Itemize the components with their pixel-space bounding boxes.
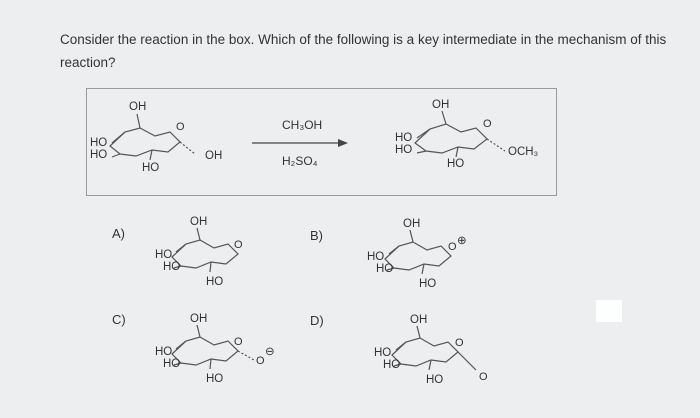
option-d-letter[interactable]: D) — [310, 313, 324, 328]
option-b-charge: ⊕ — [457, 235, 467, 247]
reactant-oh-top: OH — [129, 101, 147, 113]
product-och3-right: OCH₃ — [508, 146, 539, 158]
option-b-ho-bottom: HO — [419, 278, 437, 290]
option-a-oh-top: OH — [190, 216, 208, 228]
product-ho-bottom: HO — [447, 158, 465, 170]
option-b-ho-left2: HO — [376, 263, 394, 275]
option-d-ho-left2: HO — [383, 359, 401, 371]
option-c-ho-left1: HO — [155, 346, 173, 358]
option-c-ho-left2: HO — [163, 358, 181, 370]
option-c-ho-bottom: HO — [206, 373, 224, 385]
product-ho-left2: HO — [395, 144, 413, 156]
option-a-ho-left1: HO — [155, 249, 173, 261]
reactant-ho-left1: HO — [90, 137, 108, 149]
option-b-letter[interactable]: B) — [310, 228, 323, 243]
option-c-charge: ⊖ — [265, 346, 275, 358]
option-a-ho-left2: HO — [163, 261, 181, 273]
screen-glare — [596, 300, 622, 322]
svg-text:O: O — [483, 118, 492, 130]
reactant-oh-right: OH — [205, 150, 223, 162]
option-c-oh-top: OH — [190, 313, 208, 325]
option-b-oh-top: OH — [403, 218, 421, 230]
option-c-letter[interactable]: C) — [112, 312, 126, 327]
svg-text:O: O — [234, 336, 243, 348]
reagent-methanol: CH₃OH — [282, 118, 323, 132]
option-d-ho-left1: HO — [374, 347, 392, 359]
question-text: Consider the reaction in the box. Which of the following is a key intermediate in the mechanism of this reaction? — [60, 32, 667, 70]
svg-text:O: O — [479, 371, 488, 383]
option-a-letter[interactable]: A) — [112, 226, 125, 241]
reagent-sulfuric-acid: H₂SO₄ — [282, 154, 318, 168]
reactant-ho-left2: HO — [90, 149, 108, 161]
svg-text:O: O — [256, 355, 265, 367]
option-a-ho-bottom: HO — [206, 276, 224, 288]
product-oh-top: OH — [432, 99, 450, 111]
reactant-ho-bottom: HO — [142, 162, 160, 174]
svg-text:O: O — [448, 241, 457, 253]
option-d-ho-bottom: HO — [426, 374, 444, 386]
option-b-ho-left1: HO — [367, 251, 385, 263]
svg-text:O: O — [455, 337, 464, 349]
option-d-oh-top: OH — [410, 314, 428, 326]
svg-text:O: O — [176, 121, 185, 133]
product-ho-left1: HO — [395, 132, 413, 144]
svg-text:O: O — [234, 239, 243, 251]
